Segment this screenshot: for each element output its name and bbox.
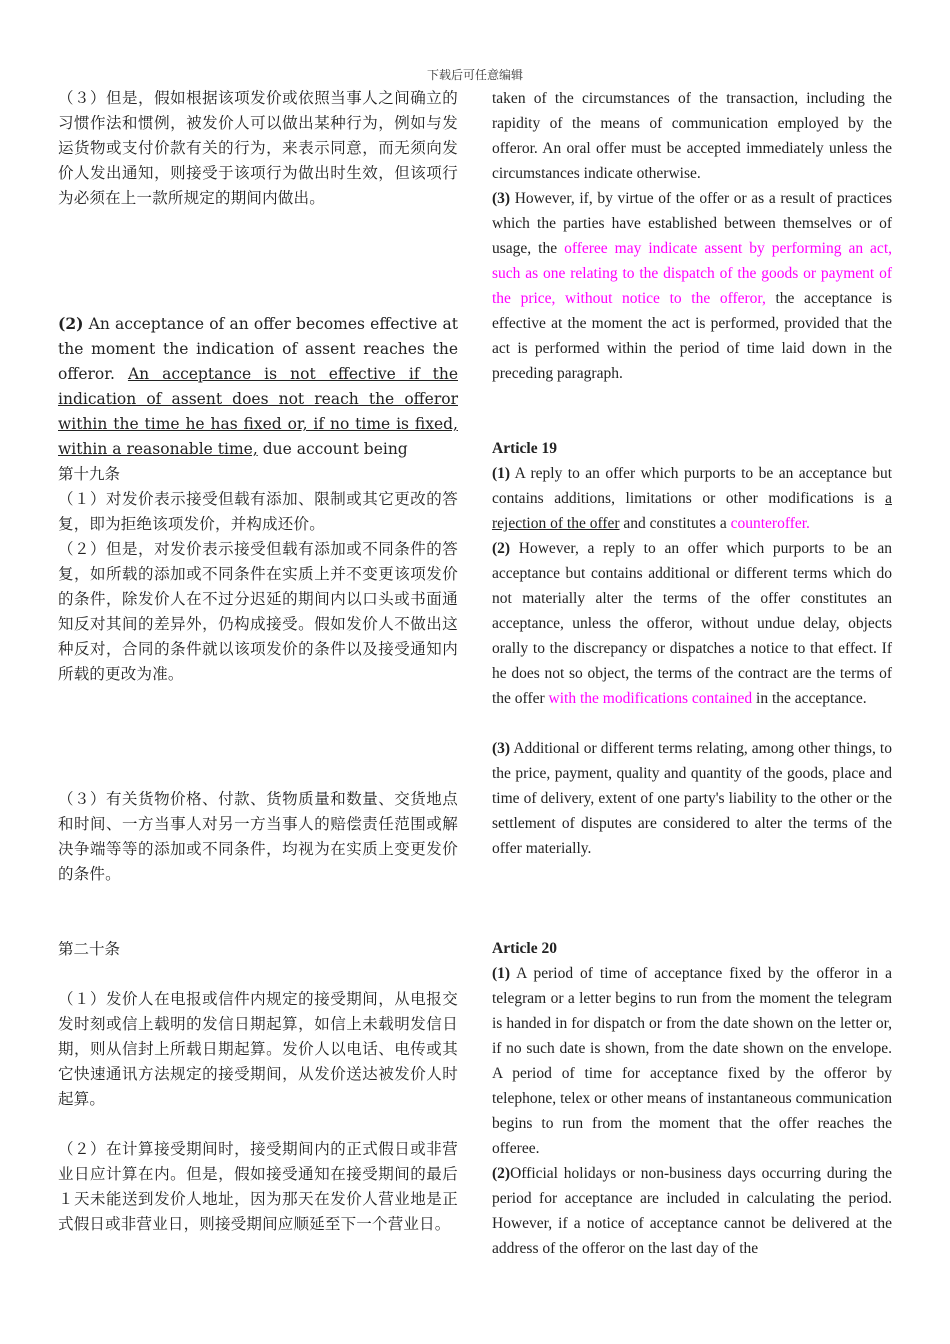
paragraph-article20-1-en: [492, 961, 892, 1161]
paragraph-article18-2-continued: taken of the circumstances of the transaction, including the rapidity of the means of communication employed by the offeror. An oral offer must be accepted immediately unless the circumstances indicate otherwise.: [492, 90, 892, 182]
clause-text: However, a reply to an offer which purports to be an acceptance but contains additional or different terms which do not materially alter the terms of the offer constitutes an acceptance, unless the offeror, without undue delay, objects orally to the discrepancy or dispatches a notice to that effect. If he does not so object, the terms of the contract are the terms of the offer: [492, 540, 892, 707]
paragraph-article19-1-en: [492, 461, 892, 536]
paragraph-article18-3-zh: （３）但是，假如根据该项发价或依照当事人之间确立的习惯作法和惯例，被发价人可以做出某种行为，例如与发运货物或支付价款有关的行为，来表示同意，而无须向发价人发出通知，则接受于该项行为做出时生效，但该项行为必须在上一款所规定的期间内做出。: [58, 89, 458, 207]
paragraph-article20-2-zh: （２）在计算接受期间时，接受期间内的正式假日或非营业日应计算在内。但是，假如接受通知在接受期间的最后１天未能送到发价人地址，因为那天在发价人营业地是正式假日或非营业日，则接受期间应顺延至下一个营业日。: [58, 1140, 458, 1233]
underlined-text: An acceptance is not effective if the indication of assent does not reach the offeror within the time he has fixed or, if no time is fixed, within a reasonable time,: [58, 365, 458, 458]
paragraph-article19-3-zh: （３）有关货物价格、付款、货物质量和数量、交货地点和时间、一方当事人对另一方当事人的赔偿责任范围或解决争端等等的添加或不同条件，均视为在实质上变更发价的条件。: [58, 790, 458, 883]
paragraph-article19-1-zh: （１）对发价表示接受但载有添加、限制或其它更改的答复，即为拒绝该项发价，并构成还价。: [58, 490, 458, 533]
clause-label: (1): [492, 465, 511, 482]
clause-text: A reply to an offer which purports to be an acceptance but contains additions, limitations or other modifications is: [492, 465, 892, 507]
article20-heading: [492, 936, 892, 961]
clause-mid: and constitutes a: [619, 515, 731, 532]
paragraph-article18-3-en: [492, 186, 892, 386]
paragraph-article20-1-zh: （１）发价人在电报或信件内规定的接受期间，从电报交发时刻或信上载明的发信日期起算，如信上未载明发信日期，则从信封上所载日期起算。发价人以电话、电传或其它快速通讯方法规定的接受期间，从发价送达被发价人时起算。: [58, 990, 458, 1108]
article20-title: Article 20: [492, 940, 557, 957]
clause-tail: in the acceptance.: [752, 690, 867, 707]
clause-text: A period of time of acceptance fixed by the offeror in a telegram or a letter begins to run from the moment the telegram is handed in for dispatch or from the date shown on the letter or, if no such date is shown, from the date shown on the envelope. A period of time for acceptance fixed by the offeror by telephone, telex or other means of instantaneous communication begins to run from the moment that the offer reaches the offeree.: [492, 965, 892, 1157]
clause-text: Additional or different terms relating, among other things, to the price, payment, quality and quantity of the goods, place and time of delivery, extent of one party's liability to the other or the settlement of disputes are considered to alter the terms of the offer materially.: [492, 740, 892, 857]
article19-title: Article 19: [492, 440, 557, 457]
clause-label: (2): [492, 540, 511, 557]
clause-label: (3): [492, 190, 511, 207]
clause-label: (2): [58, 314, 84, 333]
right-column-english: [492, 86, 892, 1261]
highlighted-text: offeree may indicate assent by performing an act, such as one relating to the dispatch of the goods or payment of the price, without notice to the offeror,: [492, 240, 892, 307]
article19-heading: [492, 436, 892, 461]
clause-label: (3): [492, 740, 511, 757]
paragraph-article18-2-en: [58, 311, 458, 462]
left-column-chinese: [58, 86, 458, 1237]
paragraph-article20-2-en: [492, 1161, 892, 1261]
clause-label: (2): [492, 1165, 511, 1182]
clause-text: Official holidays or non-business days occurring during the period for acceptance are included in calculating the period. However, if a notice of acceptance cannot be delivered at the address of the offeror on the last day of the: [492, 1165, 892, 1257]
clause-tail: due account being: [257, 440, 408, 458]
highlighted-text: with the modifications contained: [548, 690, 753, 707]
paragraph-article19-2-en: [492, 536, 892, 711]
paragraph-article19-3-en: [492, 736, 892, 861]
underlined-text: a rejection of the offer: [492, 490, 892, 532]
clause-text-2: the acceptance is effective at the moment the act is performed, provided that the act is performed within the period of time laid down in the preceding paragraph.: [492, 290, 892, 382]
clause-text: An acceptance of an offer becomes effective at the moment the indication of assent reaches the offeror.: [58, 315, 458, 383]
paragraph-article19-2-zh: （２）但是，对发价表示接受但载有添加或不同条件的答复，如所载的添加或不同条件在实质上并不变更该项发价的条件，除发价人在不过分迟延的期间内以口头或书面通知反对其间的差异外，仍构成接受。假如发价人不做出这种反对，合同的条件就以该项发价的条件以及接受通知内所载的更改为准。: [58, 540, 458, 683]
clause-label: (1): [492, 965, 511, 982]
article20-heading-zh: 第二十条: [58, 940, 121, 958]
page-header: 下载后可任意编辑: [426, 68, 523, 82]
article19-heading-zh: 第十九条: [58, 465, 121, 483]
clause-text: However, if, by virtue of the offer or as a result of practices which the parties have established between themselves or of usage, the: [492, 190, 892, 257]
highlighted-text: counteroffer.: [730, 515, 810, 532]
